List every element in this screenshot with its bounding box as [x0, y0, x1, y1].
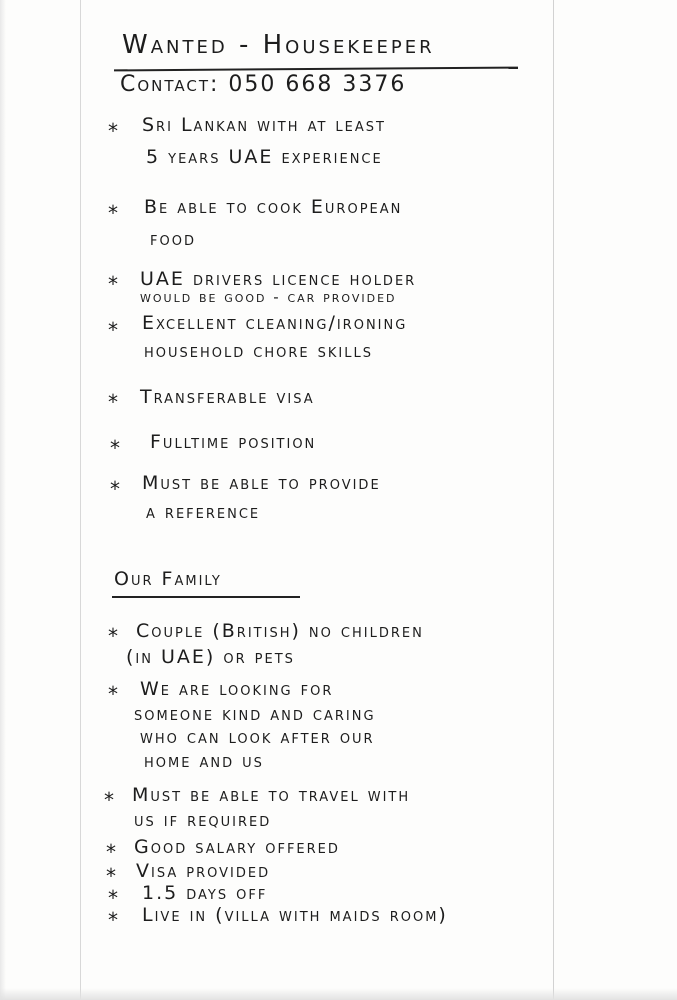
family-line: Visa provided	[136, 860, 271, 882]
bullet-star-icon: *	[106, 840, 116, 864]
requirement-line: would be good - car provided	[140, 288, 397, 306]
right-margin-line	[553, 0, 554, 1000]
family-line: Must be able to travel with	[132, 784, 411, 806]
bullet-star-icon: *	[108, 201, 118, 225]
bullet-star-icon: *	[108, 272, 118, 296]
requirement-line: 5 years UAE experience	[146, 146, 383, 168]
bullet-star-icon: *	[110, 436, 120, 460]
requirement-line: UAE drivers licence holder	[140, 268, 417, 290]
section-heading-underline	[112, 596, 300, 598]
family-line: We are looking for	[140, 678, 334, 700]
requirement-line: Be able to cook European	[144, 196, 403, 218]
requirement-line: household chore skills	[144, 340, 374, 362]
bullet-star-icon: *	[108, 119, 118, 143]
bullet-star-icon: *	[108, 624, 118, 648]
requirement-line: Excellent cleaning/ironing	[142, 312, 408, 334]
family-line: Couple (British) no children	[136, 620, 424, 642]
family-line: (in UAE) or pets	[126, 646, 295, 668]
bullet-star-icon: *	[108, 682, 118, 706]
bullet-star-icon: *	[104, 788, 114, 812]
requirement-line: Transferable visa	[140, 386, 315, 408]
left-margin-line	[80, 0, 81, 1000]
requirement-line: Fulltime position	[150, 431, 317, 453]
title-underline	[114, 67, 518, 72]
family-line: who can look after our	[140, 726, 375, 748]
bullet-star-icon: *	[108, 886, 118, 910]
section-heading-our-family: Our Family	[114, 568, 222, 590]
family-line: us if required	[134, 809, 272, 831]
requirement-line: Must be able to provide	[142, 472, 381, 494]
requirement-line: a reference	[146, 501, 261, 523]
scan-bottom-edge	[0, 988, 677, 1000]
bullet-star-icon: *	[108, 390, 118, 414]
scan-edge-shadow	[0, 0, 6, 1000]
family-line: 1.5 days off	[142, 882, 268, 904]
requirement-line: food	[150, 228, 196, 250]
family-line: someone kind and caring	[134, 703, 376, 725]
bullet-star-icon: *	[110, 477, 120, 501]
contact-number: Contact: 050 668 3376	[120, 72, 407, 97]
family-line: Live in (villa with maids room)	[142, 904, 448, 926]
family-line: Good salary offered	[134, 836, 340, 858]
family-line: home and us	[144, 750, 264, 772]
page-title: Wanted - Housekeeper	[122, 30, 435, 60]
requirement-line: Sri Lankan with at least	[142, 114, 386, 136]
bullet-star-icon: *	[106, 864, 116, 888]
bullet-star-icon: *	[108, 318, 118, 342]
bullet-star-icon: *	[108, 908, 118, 932]
